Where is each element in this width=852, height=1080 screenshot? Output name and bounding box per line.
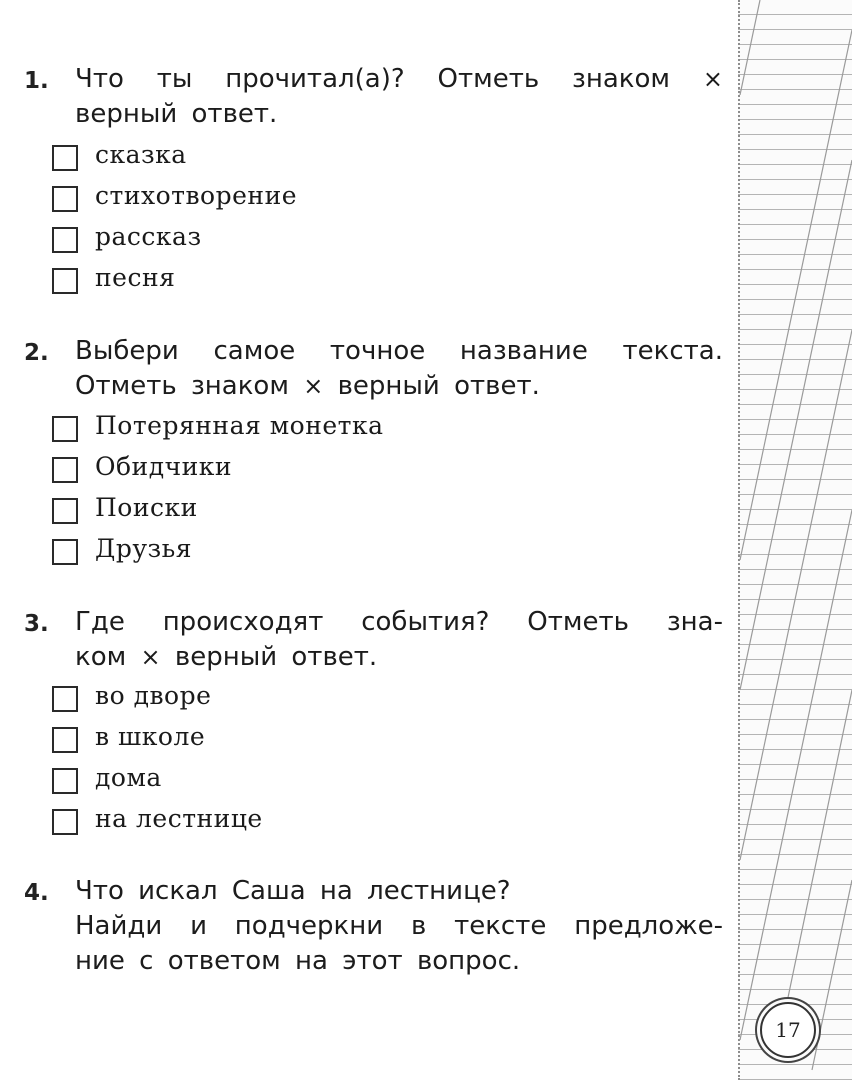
- cross-mark-icon: ×: [140, 643, 161, 671]
- checkbox[interactable]: [52, 498, 78, 524]
- checkbox[interactable]: [52, 768, 78, 794]
- checkbox[interactable]: [52, 809, 78, 835]
- option-stikhotvorenie[interactable]: [52, 181, 652, 216]
- option-poiski[interactable]: [52, 493, 652, 528]
- question-number: 3.: [24, 611, 49, 637]
- question-number: 4.: [24, 880, 49, 906]
- question-text: Что ты прочитал(а)? Отметь знаком × верный ответ.: [75, 64, 723, 129]
- option-label: рассказ: [95, 222, 202, 251]
- option-vo-dvore[interactable]: [52, 681, 652, 716]
- checkbox[interactable]: [52, 416, 78, 442]
- checkbox[interactable]: [52, 186, 78, 212]
- option-obidchiki[interactable]: [52, 452, 652, 487]
- option-label: в школе: [95, 722, 206, 751]
- question-text: Где происходят события? Отметь зна- ком × верный ответ.: [75, 607, 723, 672]
- checkbox[interactable]: [52, 727, 78, 753]
- option-label: Поиски: [95, 493, 198, 522]
- checkbox[interactable]: [52, 539, 78, 565]
- question-number: 2.: [24, 340, 49, 366]
- checkbox[interactable]: [52, 145, 78, 171]
- option-druzya[interactable]: [52, 534, 652, 569]
- page-number: 17: [760, 1002, 816, 1058]
- option-label: дома: [95, 763, 162, 792]
- option-label: Обидчики: [95, 452, 233, 481]
- option-label: песня: [95, 263, 176, 292]
- option-skazka[interactable]: [52, 140, 652, 175]
- cross-mark-icon: ×: [702, 65, 723, 93]
- cross-mark-icon: ×: [303, 372, 324, 400]
- option-label: Потерянная монетка: [95, 411, 384, 440]
- question-text: Что искал Саша на лестнице? Найди и подчеркни в тексте предложе- ние с ответом на этот вопрос.: [75, 876, 723, 976]
- option-label: сказка: [95, 140, 187, 169]
- option-doma[interactable]: [52, 763, 652, 798]
- option-pesnya[interactable]: [52, 263, 652, 298]
- checkbox[interactable]: [52, 268, 78, 294]
- option-label: Друзья: [95, 534, 193, 563]
- option-rasskaz[interactable]: [52, 222, 652, 257]
- option-v-shkole[interactable]: [52, 722, 652, 757]
- option-label: стихотворение: [95, 181, 298, 210]
- option-label: во дворе: [95, 681, 212, 710]
- checkbox[interactable]: [52, 686, 78, 712]
- option-poteryannaya-monetka[interactable]: [52, 411, 652, 446]
- question-text: Выбери самое точное название текста. Отметь знаком × верный ответ.: [75, 336, 723, 401]
- option-label: на лестнице: [95, 804, 263, 833]
- checkbox[interactable]: [52, 227, 78, 253]
- checkbox[interactable]: [52, 457, 78, 483]
- option-na-lestnitse[interactable]: [52, 804, 652, 839]
- question-number: 1.: [24, 68, 49, 94]
